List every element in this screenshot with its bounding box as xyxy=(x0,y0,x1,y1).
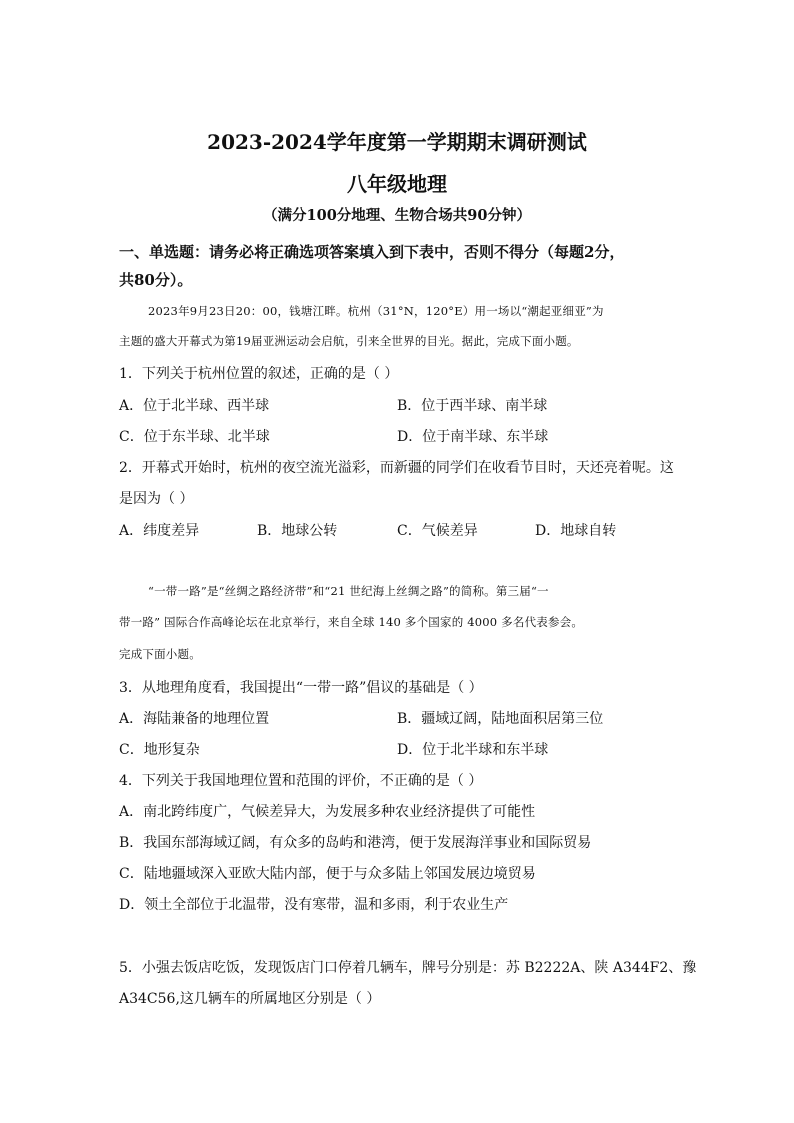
passage2-line3: 完成下面小题。 xyxy=(119,647,201,661)
question-1-option-c: C．位于东半球、北半球 xyxy=(119,429,270,445)
question-2-option-b: B．地球公转 xyxy=(257,523,338,539)
question-1-option-a: A．位于北半球、西半球 xyxy=(119,398,270,414)
exam-subject: 八年级地理 xyxy=(347,172,447,196)
question-3-option-c: C．地形复杂 xyxy=(119,742,200,758)
question-3-option-d: D．位于北半球和东半球 xyxy=(397,742,549,758)
question-4-stem: 4．下列关于我国地理位置和范围的评价，不正确的是（ ） xyxy=(119,773,483,789)
question-2-option-a: A．纬度差异 xyxy=(119,523,200,539)
question-2-option-c: C．气候差异 xyxy=(397,523,478,539)
passage1-line1: 2023年9月23日20：00，钱塘江畔。杭州（31°N，120°E）用一场以“潮起亚细亚”为 xyxy=(148,304,604,318)
question-3-option-a: A．海陆兼备的地理位置 xyxy=(119,711,270,727)
question-3-stem: 3．从地理角度看，我国提出“一带一路”倡议的基础是（ ） xyxy=(119,680,483,696)
question-4-option-b: B．我国东部海域辽阔，有众多的岛屿和港湾，便于发展海洋事业和国际贸易 xyxy=(119,835,592,851)
exam-time-note: （满分100分地理、生物合场共90分钟） xyxy=(263,207,531,224)
question-3-option-b: B．疆域辽阔，陆地面积居第三位 xyxy=(397,711,604,727)
exam-title: 2023-2024学年度第一学期期末调研测试 xyxy=(207,130,587,154)
question-2-option-d: D．地球自转 xyxy=(535,523,617,539)
question-2-stem-line2: 是因为（ ） xyxy=(119,491,194,507)
question-1-stem: 1．下列关于杭州位置的叙述，正确的是（ ） xyxy=(119,366,399,382)
question-2-stem-line1: 2．开幕式开始时，杭州的夜空流光溢彩，而新疆的同学们在收看节目时，天还亮着呢。这 xyxy=(119,460,674,476)
passage2-line2: 带一路” 国际合作高峰论坛在北京举行，来自全球 140 多个国家的 4000 多名代表参会。 xyxy=(119,615,584,629)
question-4-option-d: D．领土全部位于北温带，没有寒带，温和多雨，利于农业生产 xyxy=(119,897,509,913)
question-1-option-b: B．位于西半球、南半球 xyxy=(397,398,548,414)
question-5-stem-line1: 5．小强去饭店吃饭，发现饭店门口停着几辆车，牌号分别是：苏 B2222A、陕 A344F2、豫 xyxy=(119,960,697,976)
section-instruction-line1: 一、单选题：请务必将正确选项答案填入到下表中，否则不得分（每题2分， xyxy=(119,243,625,261)
question-4-option-a: A．南北跨纬度广，气候差异大，为发展多种农业经济提供了可能性 xyxy=(119,804,536,820)
question-4-option-c: C．陆地疆域深入亚欧大陆内部，便于与众多陆上邻国发展边境贸易 xyxy=(119,866,536,882)
passage1-line2: 主题的盛大开幕式为第19届亚洲运动会启航，引来全世界的目光。据此，完成下面小题。 xyxy=(119,334,579,348)
question-1-option-d: D．位于南半球、东半球 xyxy=(397,429,549,445)
question-5-stem-line2: A34C56,这几辆车的所属地区分别是（ ） xyxy=(119,991,381,1007)
section-instruction-line2: 共80分）。 xyxy=(119,271,193,289)
passage2-line1: “一带一路”是“丝绸之路经济带”和“21 世纪海上丝绸之路”的简称。第三届“一 xyxy=(148,584,549,598)
